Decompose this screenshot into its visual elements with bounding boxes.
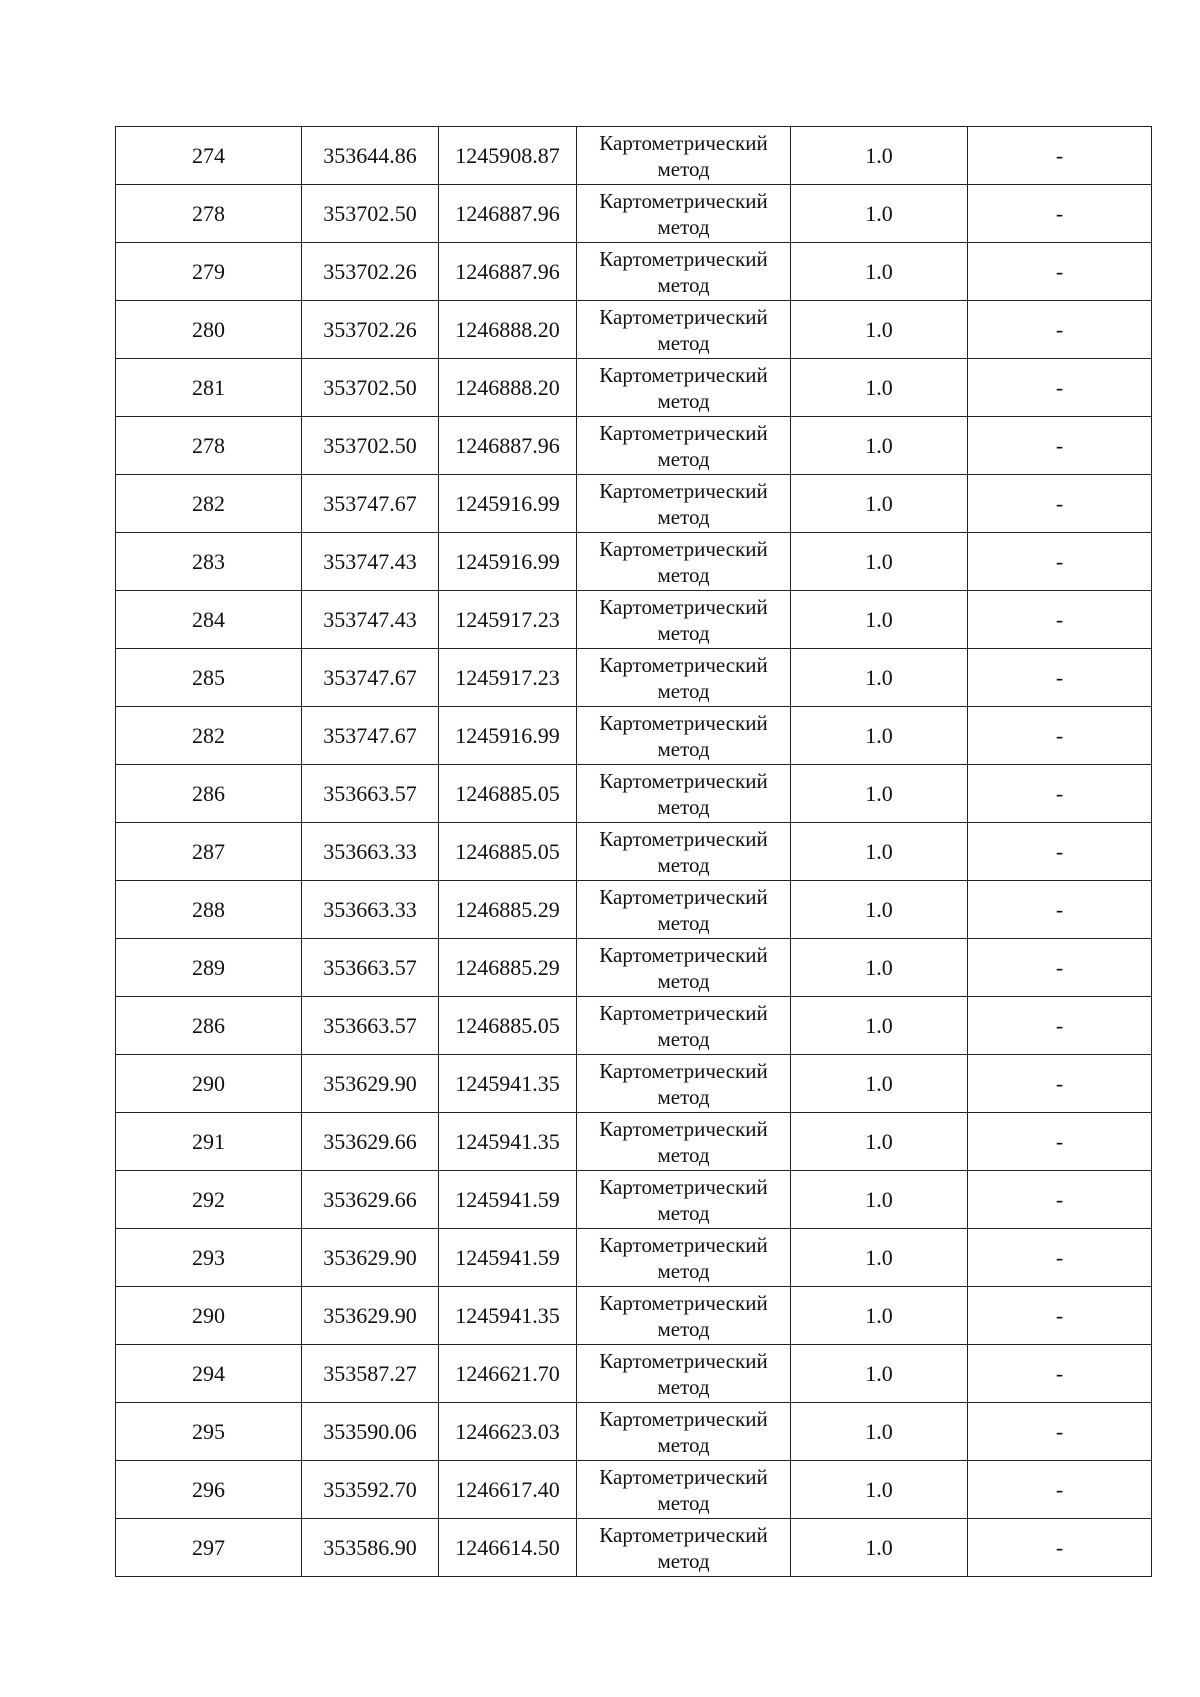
y-coordinate-cell: 1246887.96: [439, 417, 577, 475]
accuracy-cell: 1.0: [791, 185, 968, 243]
method-line-1: Картометрический: [599, 304, 768, 329]
point-number-cell: 284: [116, 591, 302, 649]
table-row: [116, 1403, 1152, 1461]
point-number-cell: 274: [116, 127, 302, 185]
description-cell: -: [968, 127, 1152, 185]
accuracy-cell: 1.0: [791, 939, 968, 997]
accuracy-cell: 1.0: [791, 359, 968, 417]
description-cell: -: [968, 417, 1152, 475]
method-line-1: Картометрический: [599, 1348, 768, 1373]
description-cell: -: [968, 1171, 1152, 1229]
y-coordinate-cell: 1245916.99: [439, 533, 577, 591]
y-coordinate-cell: 1246623.03: [439, 1403, 577, 1461]
accuracy-cell: 1.0: [791, 1171, 968, 1229]
description-cell: -: [968, 475, 1152, 533]
x-coordinate-cell: 353702.50: [302, 417, 439, 475]
method-line-1: Картометрический: [599, 942, 768, 967]
x-coordinate-cell: 353702.26: [302, 243, 439, 301]
method-line-2: метод: [657, 446, 710, 471]
point-number-cell: 278: [116, 417, 302, 475]
x-coordinate-cell: 353587.27: [302, 1345, 439, 1403]
x-coordinate-cell: 353629.66: [302, 1171, 439, 1229]
method-cell: [577, 533, 791, 591]
y-coordinate-cell: 1246885.29: [439, 939, 577, 997]
x-coordinate-cell: 353629.66: [302, 1113, 439, 1171]
method-line-1: Картометрический: [599, 1116, 768, 1141]
method-cell: [577, 649, 791, 707]
method-cell: [577, 301, 791, 359]
table-row: [116, 1171, 1152, 1229]
method-line-2: метод: [657, 1316, 710, 1341]
accuracy-cell: 1.0: [791, 1519, 968, 1577]
point-number-cell: 288: [116, 881, 302, 939]
method-line-1: Картометрический: [599, 1232, 768, 1257]
table-row: [116, 1113, 1152, 1171]
table-row: [116, 591, 1152, 649]
y-coordinate-cell: 1245917.23: [439, 649, 577, 707]
accuracy-cell: 1.0: [791, 1461, 968, 1519]
point-number-cell: 290: [116, 1055, 302, 1113]
accuracy-cell: 1.0: [791, 301, 968, 359]
accuracy-cell: 1.0: [791, 243, 968, 301]
accuracy-cell: 1.0: [791, 417, 968, 475]
point-number-cell: 280: [116, 301, 302, 359]
description-cell: -: [968, 823, 1152, 881]
method-line-1: Картометрический: [599, 1000, 768, 1025]
method-cell: [577, 185, 791, 243]
x-coordinate-cell: 353747.67: [302, 475, 439, 533]
description-cell: -: [968, 359, 1152, 417]
description-cell: -: [968, 765, 1152, 823]
description-cell: -: [968, 1113, 1152, 1171]
y-coordinate-cell: 1246887.96: [439, 185, 577, 243]
method-cell: [577, 417, 791, 475]
method-cell: [577, 1229, 791, 1287]
method-line-1: Картометрический: [599, 420, 768, 445]
point-number-cell: 293: [116, 1229, 302, 1287]
description-cell: -: [968, 1287, 1152, 1345]
accuracy-cell: 1.0: [791, 1287, 968, 1345]
x-coordinate-cell: 353747.43: [302, 591, 439, 649]
point-number-cell: 289: [116, 939, 302, 997]
y-coordinate-cell: 1246888.20: [439, 301, 577, 359]
table-row: [116, 243, 1152, 301]
point-number-cell: 281: [116, 359, 302, 417]
method-cell: [577, 127, 791, 185]
y-coordinate-cell: 1245941.35: [439, 1287, 577, 1345]
method-line-2: метод: [657, 214, 710, 239]
point-number-cell: 287: [116, 823, 302, 881]
table-row: [116, 475, 1152, 533]
table-row: [116, 823, 1152, 881]
description-cell: -: [968, 1403, 1152, 1461]
point-number-cell: 283: [116, 533, 302, 591]
method-cell: [577, 359, 791, 417]
x-coordinate-cell: 353747.67: [302, 707, 439, 765]
method-line-1: Картометрический: [599, 536, 768, 561]
method-cell: [577, 243, 791, 301]
point-number-cell: 295: [116, 1403, 302, 1461]
method-line-2: метод: [657, 678, 710, 703]
method-cell: [577, 1113, 791, 1171]
method-cell: [577, 997, 791, 1055]
method-cell: [577, 591, 791, 649]
table-row: [116, 1229, 1152, 1287]
description-cell: -: [968, 1055, 1152, 1113]
method-line-1: Картометрический: [599, 1058, 768, 1083]
table-row: [116, 533, 1152, 591]
table-row: [116, 881, 1152, 939]
accuracy-cell: 1.0: [791, 591, 968, 649]
method-line-1: Картометрический: [599, 768, 768, 793]
method-line-2: метод: [657, 1026, 710, 1051]
table-row: [116, 649, 1152, 707]
description-cell: -: [968, 881, 1152, 939]
x-coordinate-cell: 353663.33: [302, 881, 439, 939]
method-line-2: метод: [657, 156, 710, 181]
y-coordinate-cell: 1246621.70: [439, 1345, 577, 1403]
description-cell: -: [968, 1519, 1152, 1577]
table-row: [116, 707, 1152, 765]
method-line-1: Картометрический: [599, 652, 768, 677]
description-cell: -: [968, 1345, 1152, 1403]
method-cell: [577, 1171, 791, 1229]
description-cell: -: [968, 1229, 1152, 1287]
x-coordinate-cell: 353663.57: [302, 939, 439, 997]
accuracy-cell: 1.0: [791, 649, 968, 707]
method-cell: [577, 1055, 791, 1113]
method-line-1: Картометрический: [599, 362, 768, 387]
accuracy-cell: 1.0: [791, 1055, 968, 1113]
table-row: [116, 417, 1152, 475]
x-coordinate-cell: 353663.57: [302, 765, 439, 823]
accuracy-cell: 1.0: [791, 881, 968, 939]
method-line-2: метод: [657, 1142, 710, 1167]
y-coordinate-cell: 1246885.05: [439, 823, 577, 881]
description-cell: -: [968, 185, 1152, 243]
point-number-cell: 285: [116, 649, 302, 707]
point-number-cell: 286: [116, 997, 302, 1055]
method-line-2: метод: [657, 910, 710, 935]
x-coordinate-cell: 353590.06: [302, 1403, 439, 1461]
method-line-1: Картометрический: [599, 1464, 768, 1489]
x-coordinate-cell: 353644.86: [302, 127, 439, 185]
point-number-cell: 282: [116, 707, 302, 765]
method-cell: [577, 1287, 791, 1345]
point-number-cell: 290: [116, 1287, 302, 1345]
accuracy-cell: 1.0: [791, 765, 968, 823]
table-row: [116, 301, 1152, 359]
x-coordinate-cell: 353702.50: [302, 185, 439, 243]
method-cell: [577, 1519, 791, 1577]
table-row: [116, 765, 1152, 823]
point-number-cell: 291: [116, 1113, 302, 1171]
point-number-cell: 292: [116, 1171, 302, 1229]
method-line-2: метод: [657, 620, 710, 645]
accuracy-cell: 1.0: [791, 707, 968, 765]
x-coordinate-cell: 353747.43: [302, 533, 439, 591]
description-cell: -: [968, 649, 1152, 707]
y-coordinate-cell: 1246614.50: [439, 1519, 577, 1577]
point-number-cell: 282: [116, 475, 302, 533]
accuracy-cell: 1.0: [791, 1403, 968, 1461]
description-cell: -: [968, 997, 1152, 1055]
point-number-cell: 296: [116, 1461, 302, 1519]
method-cell: [577, 1403, 791, 1461]
method-line-1: Картометрический: [599, 826, 768, 851]
method-cell: [577, 823, 791, 881]
method-line-2: метод: [657, 1200, 710, 1225]
y-coordinate-cell: 1245941.35: [439, 1113, 577, 1171]
accuracy-cell: 1.0: [791, 1345, 968, 1403]
y-coordinate-cell: 1245908.87: [439, 127, 577, 185]
method-line-2: метод: [657, 1432, 710, 1457]
y-coordinate-cell: 1246888.20: [439, 359, 577, 417]
method-line-2: метод: [657, 1490, 710, 1515]
method-line-2: метод: [657, 794, 710, 819]
method-line-1: Картометрический: [599, 884, 768, 909]
method-line-2: метод: [657, 1374, 710, 1399]
accuracy-cell: 1.0: [791, 533, 968, 591]
accuracy-cell: 1.0: [791, 475, 968, 533]
method-cell: [577, 1461, 791, 1519]
accuracy-cell: 1.0: [791, 1113, 968, 1171]
point-number-cell: 297: [116, 1519, 302, 1577]
y-coordinate-cell: 1246885.29: [439, 881, 577, 939]
y-coordinate-cell: 1245916.99: [439, 707, 577, 765]
method-line-1: Картометрический: [599, 1290, 768, 1315]
table-row: [116, 359, 1152, 417]
method-line-1: Картометрический: [599, 1522, 768, 1547]
description-cell: -: [968, 939, 1152, 997]
y-coordinate-cell: 1246885.05: [439, 765, 577, 823]
table-row: [116, 1055, 1152, 1113]
y-coordinate-cell: 1245941.59: [439, 1171, 577, 1229]
accuracy-cell: 1.0: [791, 1229, 968, 1287]
method-line-1: Картометрический: [599, 478, 768, 503]
method-line-2: метод: [657, 1548, 710, 1573]
description-cell: -: [968, 243, 1152, 301]
y-coordinate-cell: 1245941.35: [439, 1055, 577, 1113]
x-coordinate-cell: 353586.90: [302, 1519, 439, 1577]
method-line-2: метод: [657, 1258, 710, 1283]
y-coordinate-cell: 1246885.05: [439, 997, 577, 1055]
description-cell: -: [968, 1461, 1152, 1519]
x-coordinate-cell: 353702.26: [302, 301, 439, 359]
method-cell: [577, 707, 791, 765]
method-cell: [577, 939, 791, 997]
coordinates-table-body: [116, 127, 1152, 1577]
x-coordinate-cell: 353702.50: [302, 359, 439, 417]
point-number-cell: 286: [116, 765, 302, 823]
y-coordinate-cell: 1246887.96: [439, 243, 577, 301]
accuracy-cell: 1.0: [791, 127, 968, 185]
x-coordinate-cell: 353629.90: [302, 1055, 439, 1113]
point-number-cell: 278: [116, 185, 302, 243]
x-coordinate-cell: 353663.57: [302, 997, 439, 1055]
table-row: [116, 1345, 1152, 1403]
method-line-1: Картометрический: [599, 1174, 768, 1199]
method-line-1: Картометрический: [599, 246, 768, 271]
y-coordinate-cell: 1245941.59: [439, 1229, 577, 1287]
method-line-2: метод: [657, 736, 710, 761]
table-row: [116, 127, 1152, 185]
method-cell: [577, 881, 791, 939]
y-coordinate-cell: 1245916.99: [439, 475, 577, 533]
method-line-2: метод: [657, 330, 710, 355]
method-line-1: Картометрический: [599, 594, 768, 619]
x-coordinate-cell: 353747.67: [302, 649, 439, 707]
accuracy-cell: 1.0: [791, 997, 968, 1055]
accuracy-cell: 1.0: [791, 823, 968, 881]
method-line-2: метод: [657, 562, 710, 587]
x-coordinate-cell: 353663.33: [302, 823, 439, 881]
method-line-1: Картометрический: [599, 710, 768, 735]
x-coordinate-cell: 353629.90: [302, 1229, 439, 1287]
coordinates-table: [115, 126, 1152, 1577]
method-cell: [577, 765, 791, 823]
method-cell: [577, 1345, 791, 1403]
table-row: [116, 1519, 1152, 1577]
point-number-cell: 279: [116, 243, 302, 301]
method-line-2: метод: [657, 388, 710, 413]
method-cell: [577, 475, 791, 533]
method-line-2: метод: [657, 852, 710, 877]
method-line-1: Картометрический: [599, 188, 768, 213]
table-row: [116, 1461, 1152, 1519]
method-line-2: метод: [657, 1084, 710, 1109]
method-line-2: метод: [657, 272, 710, 297]
y-coordinate-cell: 1245917.23: [439, 591, 577, 649]
method-line-1: Картометрический: [599, 130, 768, 155]
description-cell: -: [968, 301, 1152, 359]
description-cell: -: [968, 533, 1152, 591]
point-number-cell: 294: [116, 1345, 302, 1403]
table-row: [116, 185, 1152, 243]
table-row: [116, 1287, 1152, 1345]
table-row: [116, 939, 1152, 997]
x-coordinate-cell: 353629.90: [302, 1287, 439, 1345]
description-cell: -: [968, 591, 1152, 649]
description-cell: -: [968, 707, 1152, 765]
method-line-2: метод: [657, 504, 710, 529]
y-coordinate-cell: 1246617.40: [439, 1461, 577, 1519]
method-line-2: метод: [657, 968, 710, 993]
table-row: [116, 997, 1152, 1055]
method-line-1: Картометрический: [599, 1406, 768, 1431]
x-coordinate-cell: 353592.70: [302, 1461, 439, 1519]
